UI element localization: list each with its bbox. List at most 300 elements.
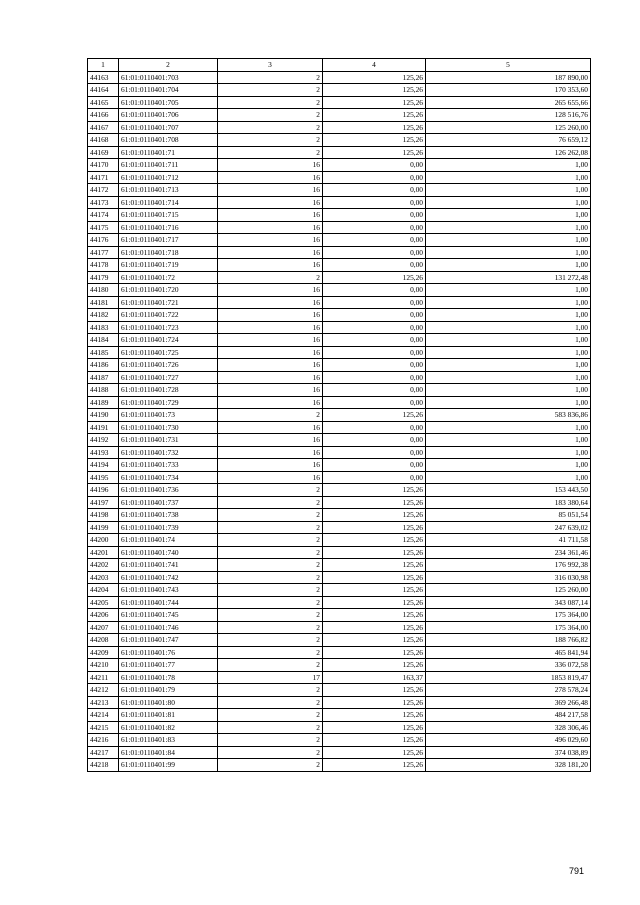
cell-cadastral-id: 61:01:0110401:99: [119, 759, 218, 772]
table-row: [88, 434, 591, 447]
cell-cadastral-id: 61:01:0110401:72: [119, 271, 218, 284]
cell-col-4: 0,00: [323, 471, 426, 484]
page-number: 791: [568, 866, 584, 876]
cell-number: 44180: [88, 284, 119, 297]
cell-cadastral-id: 61:01:0110401:747: [119, 634, 218, 647]
cell-col-4: 0,00: [323, 171, 426, 184]
cell-number: 44188: [88, 384, 119, 397]
cell-col-4: 125,26: [323, 534, 426, 547]
cell-cadastral-id: 61:01:0110401:704: [119, 84, 218, 97]
cell-col-4: 125,26: [323, 696, 426, 709]
cell-col-3: 16: [218, 346, 323, 359]
cell-cadastral-id: 61:01:0110401:705: [119, 96, 218, 109]
cell-cadastral-id: 61:01:0110401:708: [119, 134, 218, 147]
cell-col-4: 0,00: [323, 384, 426, 397]
table-row: [88, 184, 591, 197]
header-col-2: 2: [119, 59, 218, 72]
table-row: [88, 334, 591, 347]
cell-col-5: 85 051,54: [426, 509, 591, 522]
cell-col-3: 16: [218, 421, 323, 434]
table-row: [88, 596, 591, 609]
cell-col-5: 1,00: [426, 234, 591, 247]
cell-col-3: 2: [218, 709, 323, 722]
cell-cadastral-id: 61:01:0110401:71: [119, 146, 218, 159]
cell-col-5: 328 181,20: [426, 759, 591, 772]
cell-number: 44216: [88, 734, 119, 747]
table-row: [88, 309, 591, 322]
cell-number: 44166: [88, 109, 119, 122]
cell-col-5: 175 364,00: [426, 609, 591, 622]
table-row: [88, 171, 591, 184]
cell-cadastral-id: 61:01:0110401:74: [119, 534, 218, 547]
header-col-3: 3: [218, 59, 323, 72]
cell-col-3: 2: [218, 271, 323, 284]
cell-number: 44184: [88, 334, 119, 347]
cell-col-4: 125,26: [323, 71, 426, 84]
cell-cadastral-id: 61:01:0110401:738: [119, 509, 218, 522]
cell-col-5: 465 841,94: [426, 646, 591, 659]
cell-number: 44170: [88, 159, 119, 172]
cell-cadastral-id: 61:01:0110401:741: [119, 559, 218, 572]
cell-col-3: 16: [218, 184, 323, 197]
cell-col-4: 0,00: [323, 359, 426, 372]
cell-col-4: 0,00: [323, 371, 426, 384]
cell-col-3: 2: [218, 621, 323, 634]
cell-number: 44190: [88, 409, 119, 422]
table-row: [88, 484, 591, 497]
cell-col-3: 2: [218, 634, 323, 647]
cell-col-5: 1,00: [426, 196, 591, 209]
cell-cadastral-id: 61:01:0110401:718: [119, 246, 218, 259]
cell-number: 44209: [88, 646, 119, 659]
table-row: [88, 609, 591, 622]
cell-cadastral-id: 61:01:0110401:79: [119, 684, 218, 697]
cell-col-3: 17: [218, 671, 323, 684]
cell-col-4: 0,00: [323, 396, 426, 409]
cell-number: 44163: [88, 71, 119, 84]
cell-number: 44204: [88, 584, 119, 597]
cell-col-5: 1,00: [426, 434, 591, 447]
table-row: [88, 759, 591, 772]
cell-number: 44212: [88, 684, 119, 697]
cell-col-3: 16: [218, 246, 323, 259]
cell-cadastral-id: 61:01:0110401:725: [119, 346, 218, 359]
table-row: [88, 471, 591, 484]
cell-col-4: 0,00: [323, 421, 426, 434]
cell-cadastral-id: 61:01:0110401:715: [119, 209, 218, 222]
cell-col-4: 0,00: [323, 196, 426, 209]
cell-col-5: 1,00: [426, 221, 591, 234]
cell-cadastral-id: 61:01:0110401:714: [119, 196, 218, 209]
table-row: [88, 246, 591, 259]
cell-col-5: 126 262,08: [426, 146, 591, 159]
cell-cadastral-id: 61:01:0110401:730: [119, 421, 218, 434]
cell-number: 44192: [88, 434, 119, 447]
cell-col-4: 125,26: [323, 509, 426, 522]
cell-col-4: 125,26: [323, 734, 426, 747]
cell-col-4: 125,26: [323, 746, 426, 759]
cell-number: 44171: [88, 171, 119, 184]
cell-col-3: 2: [218, 734, 323, 747]
cell-col-5: 1,00: [426, 259, 591, 272]
cell-col-5: 1,00: [426, 446, 591, 459]
cell-col-5: 1,00: [426, 321, 591, 334]
cell-number: 44194: [88, 459, 119, 472]
cell-number: 44203: [88, 571, 119, 584]
cell-col-5: 1,00: [426, 396, 591, 409]
cell-col-4: 0,00: [323, 321, 426, 334]
cell-col-5: 1,00: [426, 209, 591, 222]
table-row: [88, 509, 591, 522]
cell-cadastral-id: 61:01:0110401:732: [119, 446, 218, 459]
cell-cadastral-id: 61:01:0110401:724: [119, 334, 218, 347]
cell-col-5: 343 087,14: [426, 596, 591, 609]
table-body: [88, 71, 591, 771]
cell-number: 44185: [88, 346, 119, 359]
cell-cadastral-id: 61:01:0110401:81: [119, 709, 218, 722]
cell-col-4: 125,26: [323, 584, 426, 597]
cell-col-5: 328 306,46: [426, 721, 591, 734]
cell-cadastral-id: 61:01:0110401:721: [119, 296, 218, 309]
cell-number: 44177: [88, 246, 119, 259]
cell-col-4: 125,26: [323, 496, 426, 509]
cell-col-5: 76 659,12: [426, 134, 591, 147]
cell-number: 44198: [88, 509, 119, 522]
cell-col-4: 125,26: [323, 484, 426, 497]
cell-number: 44211: [88, 671, 119, 684]
cell-cadastral-id: 61:01:0110401:78: [119, 671, 218, 684]
cell-col-5: 583 836,86: [426, 409, 591, 422]
cell-cadastral-id: 61:01:0110401:728: [119, 384, 218, 397]
cell-number: 44218: [88, 759, 119, 772]
cell-col-4: 163,37: [323, 671, 426, 684]
cell-cadastral-id: 61:01:0110401:737: [119, 496, 218, 509]
cell-cadastral-id: 61:01:0110401:84: [119, 746, 218, 759]
cell-col-3: 2: [218, 134, 323, 147]
table-row: [88, 296, 591, 309]
table-row: [88, 659, 591, 672]
cell-col-5: 1,00: [426, 421, 591, 434]
cell-col-4: 125,26: [323, 96, 426, 109]
cell-number: 44202: [88, 559, 119, 572]
cell-col-3: 16: [218, 334, 323, 347]
table-row: [88, 646, 591, 659]
cell-col-4: 0,00: [323, 259, 426, 272]
cell-number: 44174: [88, 209, 119, 222]
table-row: [88, 134, 591, 147]
table-row: [88, 696, 591, 709]
cell-col-3: 2: [218, 646, 323, 659]
table-row: [88, 459, 591, 472]
cell-cadastral-id: 61:01:0110401:740: [119, 546, 218, 559]
cell-cadastral-id: 61:01:0110401:706: [119, 109, 218, 122]
cell-col-3: 2: [218, 146, 323, 159]
cell-cadastral-id: 61:01:0110401:746: [119, 621, 218, 634]
cell-col-4: 125,26: [323, 721, 426, 734]
cell-number: 44187: [88, 371, 119, 384]
cell-number: 44176: [88, 234, 119, 247]
cell-cadastral-id: 61:01:0110401:723: [119, 321, 218, 334]
cell-number: 44175: [88, 221, 119, 234]
cell-cadastral-id: 61:01:0110401:742: [119, 571, 218, 584]
cell-number: 44164: [88, 84, 119, 97]
cell-col-5: 1853 819,47: [426, 671, 591, 684]
cell-col-5: 234 361,46: [426, 546, 591, 559]
cell-col-4: 0,00: [323, 334, 426, 347]
cell-col-5: 41 711,58: [426, 534, 591, 547]
cell-number: 44205: [88, 596, 119, 609]
cell-col-5: 1,00: [426, 159, 591, 172]
cell-number: 44210: [88, 659, 119, 672]
cell-col-4: 125,26: [323, 84, 426, 97]
cell-col-4: 0,00: [323, 159, 426, 172]
cell-col-5: 188 766,82: [426, 634, 591, 647]
cell-number: 44181: [88, 296, 119, 309]
table-row: [88, 284, 591, 297]
cell-col-5: 176 992,38: [426, 559, 591, 572]
cell-col-3: 16: [218, 209, 323, 222]
table-row: [88, 584, 591, 597]
table-row: [88, 546, 591, 559]
cell-cadastral-id: 61:01:0110401:739: [119, 521, 218, 534]
table-row: [88, 196, 591, 209]
cell-col-4: 125,26: [323, 596, 426, 609]
table-row: [88, 559, 591, 572]
cell-col-5: 1,00: [426, 371, 591, 384]
cell-number: 44215: [88, 721, 119, 734]
cell-number: 44179: [88, 271, 119, 284]
cell-col-5: 336 072,58: [426, 659, 591, 672]
cell-col-4: 125,26: [323, 684, 426, 697]
cell-col-3: 16: [218, 371, 323, 384]
cell-col-4: 125,26: [323, 559, 426, 572]
table-row: [88, 146, 591, 159]
cell-col-3: 16: [218, 459, 323, 472]
cell-cadastral-id: 61:01:0110401:726: [119, 359, 218, 372]
table-row: [88, 346, 591, 359]
cell-col-5: 153 443,50: [426, 484, 591, 497]
cell-col-4: 0,00: [323, 184, 426, 197]
cell-col-3: 16: [218, 359, 323, 372]
header-col-1: 1: [88, 59, 119, 72]
cell-number: 44193: [88, 446, 119, 459]
cell-col-4: 125,26: [323, 134, 426, 147]
cell-cadastral-id: 61:01:0110401:744: [119, 596, 218, 609]
cell-col-3: 2: [218, 484, 323, 497]
cell-col-5: 1,00: [426, 296, 591, 309]
table-row: [88, 446, 591, 459]
cell-col-3: 16: [218, 259, 323, 272]
cell-col-3: 16: [218, 471, 323, 484]
cell-col-5: 1,00: [426, 359, 591, 372]
cell-col-4: 125,26: [323, 546, 426, 559]
cell-col-4: 0,00: [323, 434, 426, 447]
cell-number: 44206: [88, 609, 119, 622]
cell-col-4: 0,00: [323, 296, 426, 309]
cell-col-3: 16: [218, 171, 323, 184]
cell-col-5: 183 380,64: [426, 496, 591, 509]
table-row: [88, 521, 591, 534]
table-row: [88, 384, 591, 397]
cell-number: 44167: [88, 121, 119, 134]
cell-col-4: 125,26: [323, 571, 426, 584]
cell-col-5: 1,00: [426, 459, 591, 472]
cell-cadastral-id: 61:01:0110401:734: [119, 471, 218, 484]
table-row: [88, 359, 591, 372]
cell-col-5: 1,00: [426, 284, 591, 297]
cell-number: 44200: [88, 534, 119, 547]
cell-col-4: 125,26: [323, 146, 426, 159]
header-col-4: 4: [323, 59, 426, 72]
table-header: [88, 59, 591, 72]
cell-col-4: 0,00: [323, 209, 426, 222]
cell-cadastral-id: 61:01:0110401:717: [119, 234, 218, 247]
cell-col-3: 2: [218, 409, 323, 422]
cell-number: 44178: [88, 259, 119, 272]
cell-col-3: 16: [218, 221, 323, 234]
cell-col-5: 1,00: [426, 184, 591, 197]
cell-col-3: 2: [218, 71, 323, 84]
table-row: [88, 159, 591, 172]
table-row: [88, 734, 591, 747]
cell-cadastral-id: 61:01:0110401:703: [119, 71, 218, 84]
cell-col-5: 247 639,02: [426, 521, 591, 534]
table-row: [88, 109, 591, 122]
cell-col-3: 2: [218, 96, 323, 109]
cell-col-5: 484 217,58: [426, 709, 591, 722]
table-row: [88, 721, 591, 734]
table-row: [88, 709, 591, 722]
cell-col-3: 16: [218, 159, 323, 172]
cell-cadastral-id: 61:01:0110401:707: [119, 121, 218, 134]
cell-col-3: 2: [218, 121, 323, 134]
cell-col-4: 0,00: [323, 446, 426, 459]
cell-col-3: 2: [218, 759, 323, 772]
cell-number: 44172: [88, 184, 119, 197]
cell-col-5: 316 030,98: [426, 571, 591, 584]
cell-number: 44168: [88, 134, 119, 147]
cell-col-3: 2: [218, 521, 323, 534]
cell-col-3: 2: [218, 509, 323, 522]
cell-cadastral-id: 61:01:0110401:73: [119, 409, 218, 422]
cell-cadastral-id: 61:01:0110401:77: [119, 659, 218, 672]
cell-cadastral-id: 61:01:0110401:722: [119, 309, 218, 322]
cell-cadastral-id: 61:01:0110401:731: [119, 434, 218, 447]
header-col-5: 5: [426, 59, 591, 72]
cell-col-3: 2: [218, 84, 323, 97]
cell-col-3: 16: [218, 234, 323, 247]
table-row: [88, 534, 591, 547]
cell-cadastral-id: 61:01:0110401:711: [119, 159, 218, 172]
data-table: [87, 58, 591, 772]
cell-col-4: 125,26: [323, 709, 426, 722]
table-row: [88, 684, 591, 697]
cell-col-4: 125,26: [323, 759, 426, 772]
cell-col-3: 16: [218, 396, 323, 409]
cell-col-4: 125,26: [323, 646, 426, 659]
cell-number: 44169: [88, 146, 119, 159]
cell-number: 44183: [88, 321, 119, 334]
cell-col-3: 2: [218, 109, 323, 122]
cell-col-4: 125,26: [323, 609, 426, 622]
table-row: [88, 496, 591, 509]
cell-col-3: 16: [218, 434, 323, 447]
cell-col-5: 1,00: [426, 309, 591, 322]
table-row: [88, 409, 591, 422]
cell-col-5: 125 260,00: [426, 121, 591, 134]
cell-col-4: 125,26: [323, 121, 426, 134]
cell-number: 44195: [88, 471, 119, 484]
cell-number: 44199: [88, 521, 119, 534]
cell-number: 44165: [88, 96, 119, 109]
table-row: [88, 421, 591, 434]
cell-col-4: 0,00: [323, 221, 426, 234]
cell-col-4: 0,00: [323, 234, 426, 247]
table-row: [88, 221, 591, 234]
cell-col-3: 2: [218, 684, 323, 697]
cell-col-3: 16: [218, 196, 323, 209]
table-row: [88, 234, 591, 247]
cell-number: 44186: [88, 359, 119, 372]
cell-col-4: 125,26: [323, 634, 426, 647]
cell-col-3: 2: [218, 546, 323, 559]
cell-col-4: 0,00: [323, 246, 426, 259]
table-row: [88, 96, 591, 109]
cell-col-4: 0,00: [323, 284, 426, 297]
cell-col-5: 369 266,48: [426, 696, 591, 709]
cell-cadastral-id: 61:01:0110401:729: [119, 396, 218, 409]
cell-cadastral-id: 61:01:0110401:745: [119, 609, 218, 622]
cell-col-3: 16: [218, 284, 323, 297]
cell-col-3: 2: [218, 534, 323, 547]
cell-col-3: 16: [218, 309, 323, 322]
cell-cadastral-id: 61:01:0110401:76: [119, 646, 218, 659]
cell-col-3: 2: [218, 571, 323, 584]
cell-cadastral-id: 61:01:0110401:719: [119, 259, 218, 272]
cell-number: 44217: [88, 746, 119, 759]
cell-cadastral-id: 61:01:0110401:80: [119, 696, 218, 709]
cell-number: 44196: [88, 484, 119, 497]
table-row: [88, 271, 591, 284]
cell-col-3: 2: [218, 696, 323, 709]
cell-col-5: 175 364,00: [426, 621, 591, 634]
cell-col-4: 125,26: [323, 271, 426, 284]
header-row: [88, 59, 591, 72]
cell-cadastral-id: 61:01:0110401:720: [119, 284, 218, 297]
cell-number: 44214: [88, 709, 119, 722]
cell-cadastral-id: 61:01:0110401:727: [119, 371, 218, 384]
cell-cadastral-id: 61:01:0110401:733: [119, 459, 218, 472]
cell-cadastral-id: 61:01:0110401:716: [119, 221, 218, 234]
table-row: [88, 571, 591, 584]
table-row: [88, 371, 591, 384]
cell-number: 44182: [88, 309, 119, 322]
cell-col-3: 2: [218, 659, 323, 672]
cell-col-4: 125,26: [323, 621, 426, 634]
table-row: [88, 259, 591, 272]
table-row: [88, 321, 591, 334]
cell-col-3: 2: [218, 559, 323, 572]
cell-col-3: 2: [218, 746, 323, 759]
cell-number: 44189: [88, 396, 119, 409]
cell-col-4: 125,26: [323, 521, 426, 534]
table-row: [88, 84, 591, 97]
cell-cadastral-id: 61:01:0110401:736: [119, 484, 218, 497]
cell-col-3: 2: [218, 596, 323, 609]
cell-col-5: 1,00: [426, 246, 591, 259]
cell-number: 44197: [88, 496, 119, 509]
table-row: [88, 71, 591, 84]
